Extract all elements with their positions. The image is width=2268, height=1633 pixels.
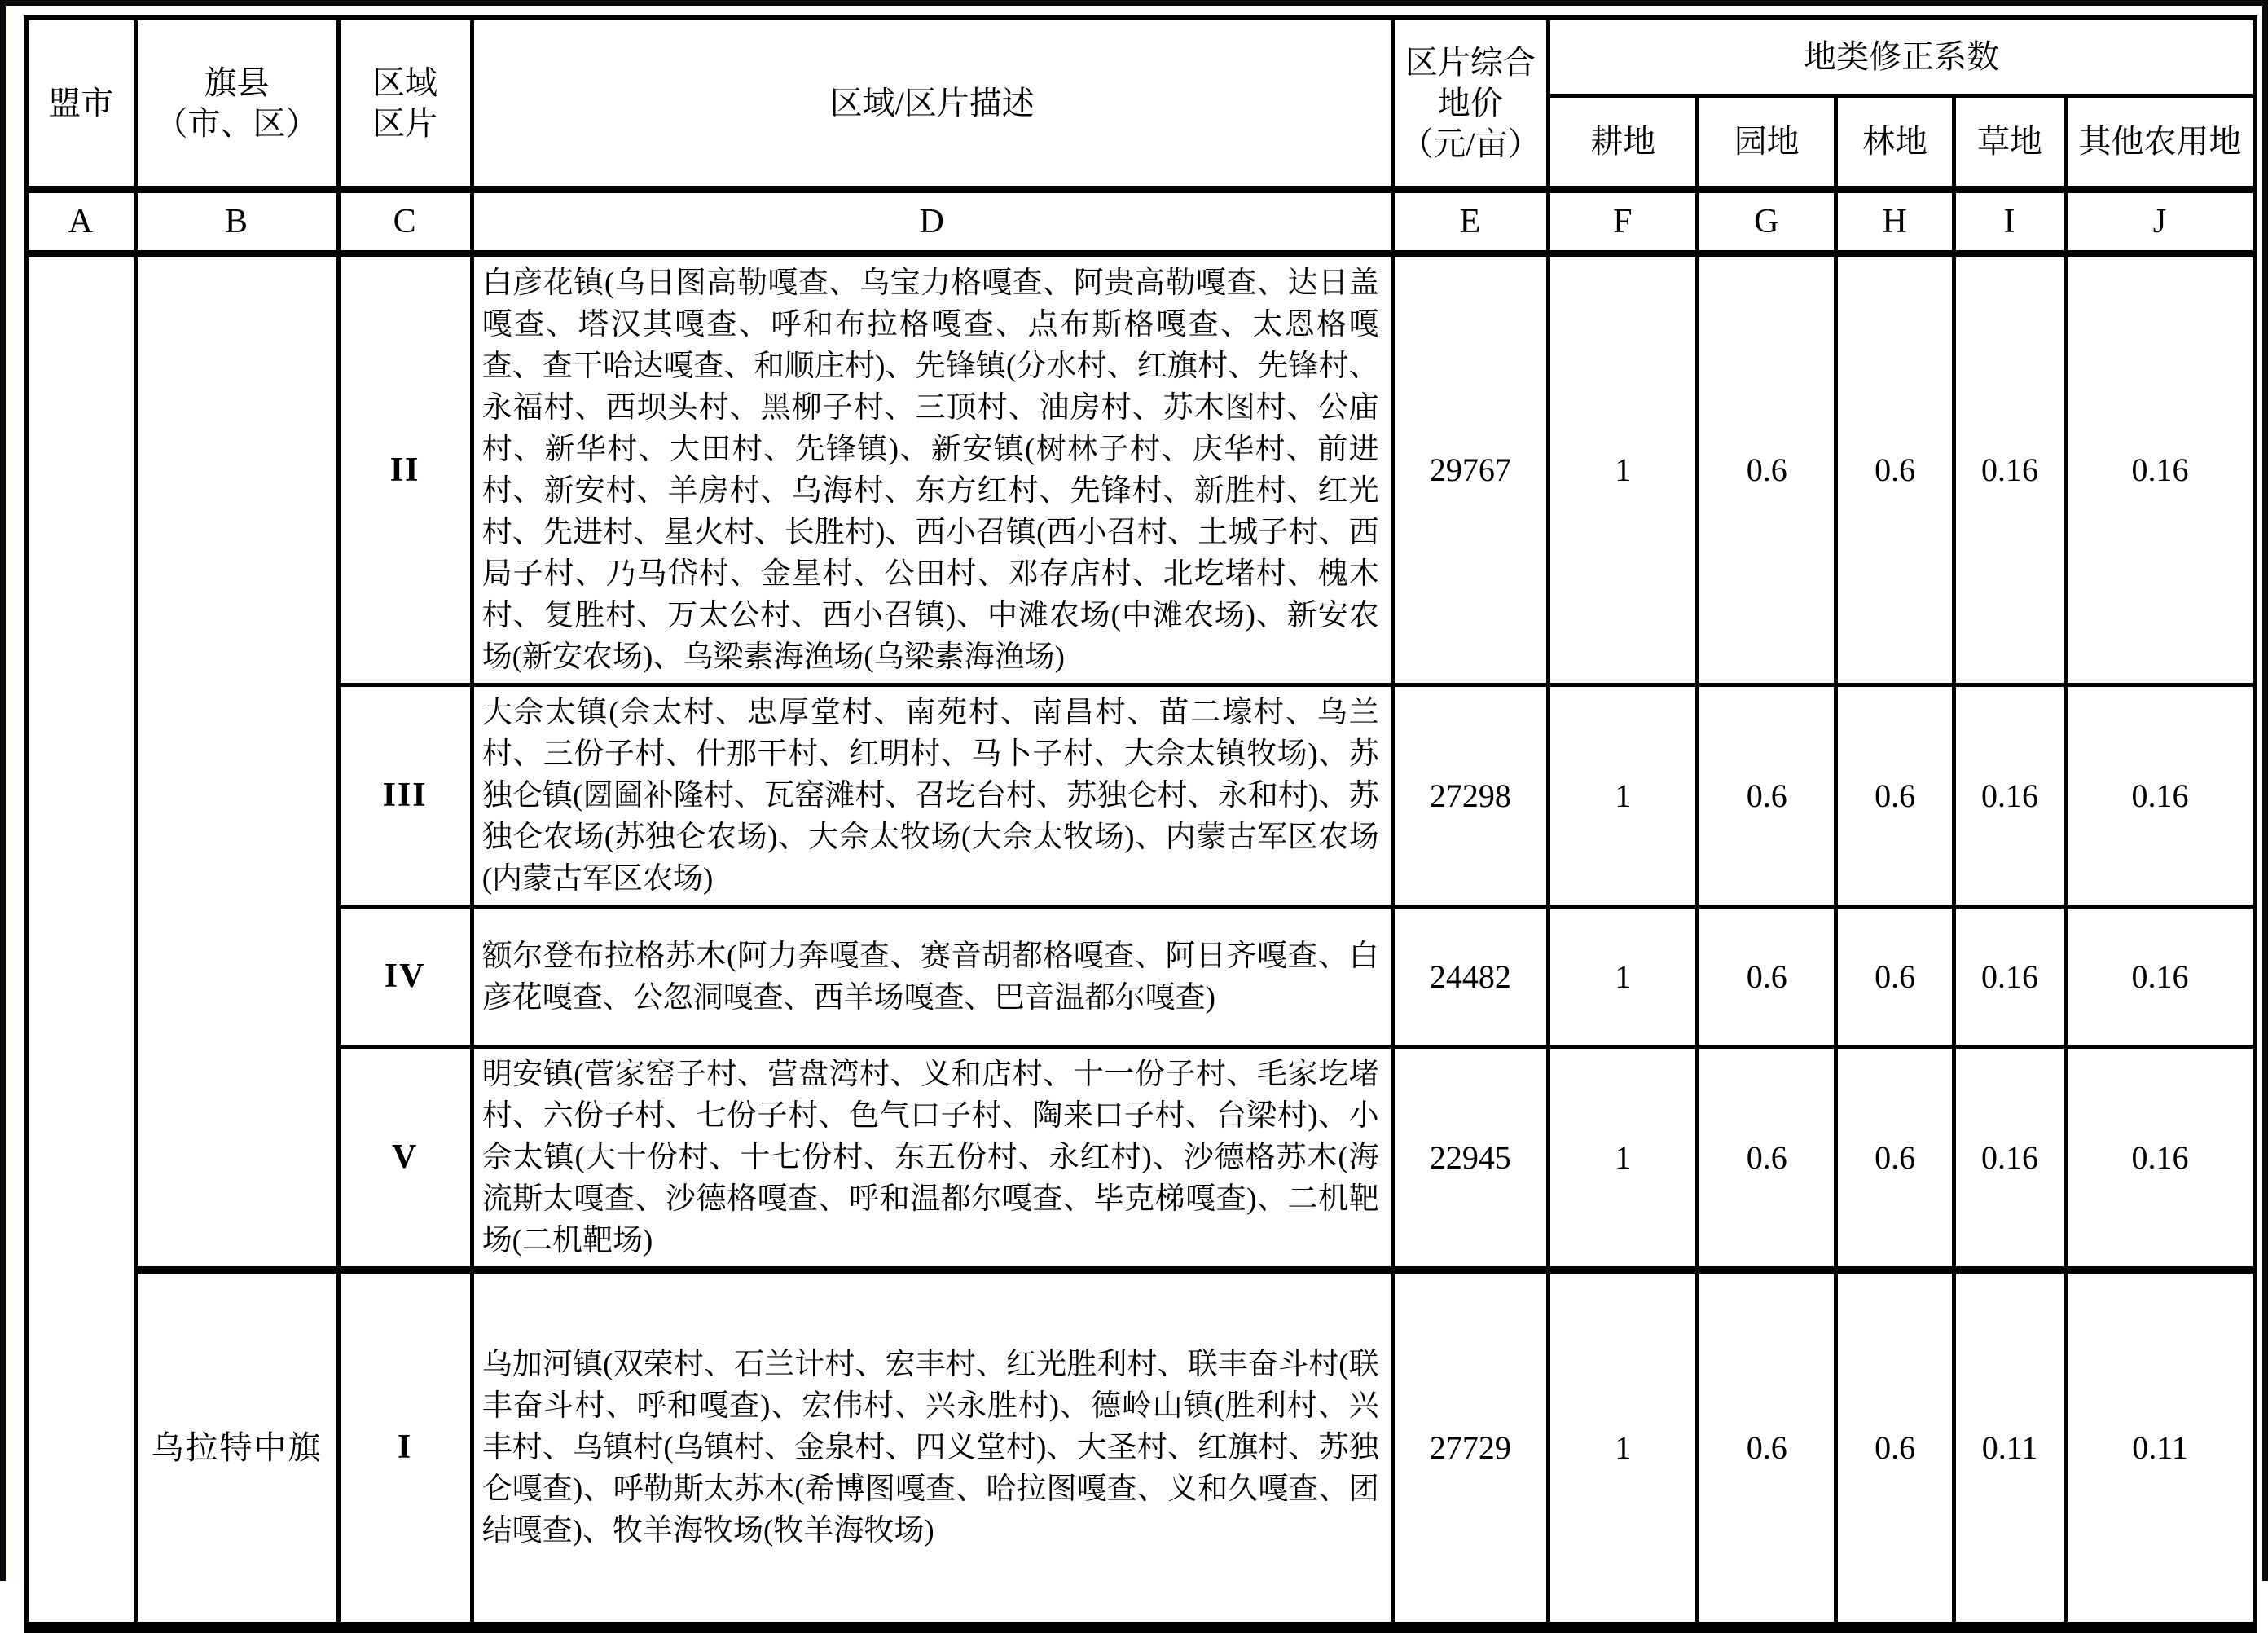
col-letter-f: F bbox=[1549, 190, 1698, 254]
coef-grassland-cell-iii: 0.16 bbox=[1954, 685, 2066, 907]
zone-desc-cell-v: 明安镇(菅家窑子村、营盘湾村、义和店村、十一份子村、毛家圪堵村、六份子村、七份子村、色气口子村、陶来口子村、台梁村)、小佘太镇(大十份村、十七份村、东五份村、永红村)、沙德格苏木(海流斯太嘎查、沙德格嘎查、呼和温都尔嘎查、毕克梯嘎查)、二机靶场(二机靶场) bbox=[472, 1047, 1392, 1270]
land-price-table bbox=[24, 15, 2257, 1633]
coef-garden-cell-ii: 0.6 bbox=[1698, 254, 1836, 685]
col-letter-a: A bbox=[26, 190, 135, 254]
header-coef-grassland: 草地 bbox=[1954, 96, 2066, 190]
zone-desc-cell-iii: 大佘太镇(佘太村、忠厚堂村、南苑村、南昌村、苗二壕村、乌兰村、三份子村、什那干村、红明村、马卜子村、大佘太镇牧场)、苏独仑镇(圐圙补隆村、瓦窑滩村、召圪台村、苏独仑村、永和村)、苏独仑农场(苏独仑农场)、大佘太牧场(大佘太牧场)、内蒙古军区农场(内蒙古军区农场) bbox=[472, 685, 1392, 907]
header-banner-county-line2: （市、区） bbox=[138, 103, 336, 144]
coef-forest-cell-iii: 0.6 bbox=[1836, 685, 1954, 907]
coef-grassland-cell-i: 0.11 bbox=[1954, 1270, 2066, 1628]
zone-desc-cell-ii: 白彦花镇(乌日图高勒嘎查、乌宝力格嘎查、阿贵高勒嘎查、达日盖嘎查、塔汉其嘎查、呼和布拉格嘎查、点布斯格嘎查、太恩格嘎查、查干哈达嘎查、和顺庄村)、先锋镇(分水村、红旗村、先锋村、永福村、西坝头村、黑柳子村、三顶村、油房村、苏木图村、公庙村、新华村、大田村、先锋镇)、新安镇(树林子村、庆华村、前进村、新安村、羊房村、乌海村、东方红村、先锋村、新胜村、红光村、先进村、星火村、长胜村)、西小召镇(西小召村、土城子村、西局子村、乃马岱村、金星村、公田村、邓存店村、北圪堵村、槐木村、复胜村、万太公村、西小召镇)、中滩农场(中滩农场)、新安农场(新安农场)、乌梁素海渔场(乌梁素海渔场) bbox=[472, 254, 1392, 685]
header-league-label: 盟市 bbox=[29, 83, 134, 124]
coef-other-cell-iv: 0.16 bbox=[2065, 907, 2255, 1047]
county-cell: 乌拉特中旗 bbox=[135, 1270, 338, 1628]
coef-cropland-cell-v: 1 bbox=[1549, 1047, 1698, 1270]
header-coef-group bbox=[1549, 18, 2255, 96]
coef-other-cell-i: 0.11 bbox=[2065, 1270, 2255, 1628]
coef-other-cell-iii: 0.16 bbox=[2065, 685, 2255, 907]
banner-county-empty-cell bbox=[135, 254, 338, 1270]
table-row-zone-ii bbox=[26, 254, 2255, 685]
header-zone-line2: 区片 bbox=[341, 103, 470, 144]
header-price-line1: 区片综合 bbox=[1395, 42, 1547, 83]
coef-grassland-cell-ii: 0.16 bbox=[1954, 254, 2066, 685]
coef-garden-cell-v: 0.6 bbox=[1698, 1047, 1836, 1270]
header-banner-county-line1: 旗县 bbox=[138, 63, 336, 103]
coef-other-cell-v: 0.16 bbox=[2065, 1047, 2255, 1270]
col-letter-g: G bbox=[1698, 190, 1836, 254]
table-row-zone-iv bbox=[26, 907, 2255, 1047]
zone-cell-ii: II bbox=[338, 254, 472, 685]
price-cell-iii: 27298 bbox=[1392, 685, 1549, 907]
coef-other-cell-ii: 0.16 bbox=[2065, 254, 2255, 685]
zone-cell-iii: III bbox=[338, 685, 472, 907]
coef-garden-cell-i: 0.6 bbox=[1698, 1270, 1836, 1628]
coef-garden-cell-iv: 0.6 bbox=[1698, 907, 1836, 1047]
zone-cell-i: I bbox=[338, 1270, 472, 1628]
price-cell-ii: 29767 bbox=[1392, 254, 1549, 685]
header-coef-group-label: 地类修正系数 bbox=[1550, 37, 2253, 77]
header-zone-description-label: 区域/区片描述 bbox=[474, 83, 1391, 124]
header-zone-description bbox=[472, 18, 1392, 190]
coef-cropland-cell-iii: 1 bbox=[1549, 685, 1698, 907]
coef-garden-cell-iii: 0.6 bbox=[1698, 685, 1836, 907]
zone-desc-cell-i: 乌加河镇(双荣村、石兰计村、宏丰村、红光胜利村、联丰奋斗村(联丰奋斗村、呼和嘎查)、宏伟村、兴永胜村)、德岭山镇(胜利村、兴丰村、乌镇村(乌镇村、金泉村、四义堂村)、大圣村、红旗村、苏独仑嘎查)、呼勒斯太苏木(希博图嘎查、哈拉图嘎查、义和久嘎查、团结嘎查)、牧羊海牧场(牧羊海牧场) bbox=[472, 1270, 1392, 1628]
header-row-1 bbox=[26, 18, 2255, 96]
coef-grassland-cell-iv: 0.16 bbox=[1954, 907, 2066, 1047]
price-cell-i: 27729 bbox=[1392, 1270, 1549, 1628]
coef-cropland-cell-i: 1 bbox=[1549, 1270, 1698, 1628]
col-letter-e: E bbox=[1392, 190, 1549, 254]
table-row-zone-iii bbox=[26, 685, 2255, 907]
col-letter-j: J bbox=[2065, 190, 2255, 254]
col-letter-d: D bbox=[472, 190, 1392, 254]
header-zone-line1: 区域 bbox=[341, 63, 470, 103]
price-cell-iv: 24482 bbox=[1392, 907, 1549, 1047]
col-letter-h: H bbox=[1836, 190, 1954, 254]
price-cell-v: 22945 bbox=[1392, 1047, 1549, 1270]
header-coef-cropland: 耕地 bbox=[1549, 96, 1698, 190]
coef-cropland-cell-iv: 1 bbox=[1549, 907, 1698, 1047]
coef-forest-cell-i: 0.6 bbox=[1836, 1270, 1954, 1628]
header-coef-other-farmland: 其他农用地 bbox=[2065, 96, 2255, 190]
zone-desc-cell-iv: 额尔登布拉格苏木(阿力奔嘎查、赛音胡都格嘎查、阿日齐嘎查、白彦花嘎查、公忽洞嘎查、西羊场嘎查、巴音温都尔嘎查) bbox=[472, 907, 1392, 1047]
coef-forest-cell-ii: 0.6 bbox=[1836, 254, 1954, 685]
header-price-line3: （元/亩） bbox=[1395, 124, 1547, 165]
table-row-zone-v bbox=[26, 1047, 2255, 1270]
header-league bbox=[26, 18, 135, 190]
header-comprehensive-price bbox=[1392, 18, 1549, 190]
col-letter-i: I bbox=[1954, 190, 2066, 254]
zone-cell-iv: IV bbox=[338, 907, 472, 1047]
coef-forest-cell-v: 0.6 bbox=[1836, 1047, 1954, 1270]
header-price-line2: 地价 bbox=[1395, 83, 1547, 124]
league-city-cell bbox=[26, 254, 135, 1628]
col-letter-b: B bbox=[135, 190, 338, 254]
col-letter-c: C bbox=[338, 190, 472, 254]
coef-forest-cell-iv: 0.6 bbox=[1836, 907, 1954, 1047]
table-row-zone-i bbox=[26, 1270, 2255, 1628]
zone-cell-v: V bbox=[338, 1047, 472, 1270]
header-zone bbox=[338, 18, 472, 190]
coef-grassland-cell-v: 0.16 bbox=[1954, 1047, 2066, 1270]
coef-cropland-cell-ii: 1 bbox=[1549, 254, 1698, 685]
header-coef-forest: 林地 bbox=[1836, 96, 1954, 190]
column-letter-row bbox=[26, 190, 2255, 254]
header-coef-garden: 园地 bbox=[1698, 96, 1836, 190]
header-banner-county bbox=[135, 18, 338, 190]
